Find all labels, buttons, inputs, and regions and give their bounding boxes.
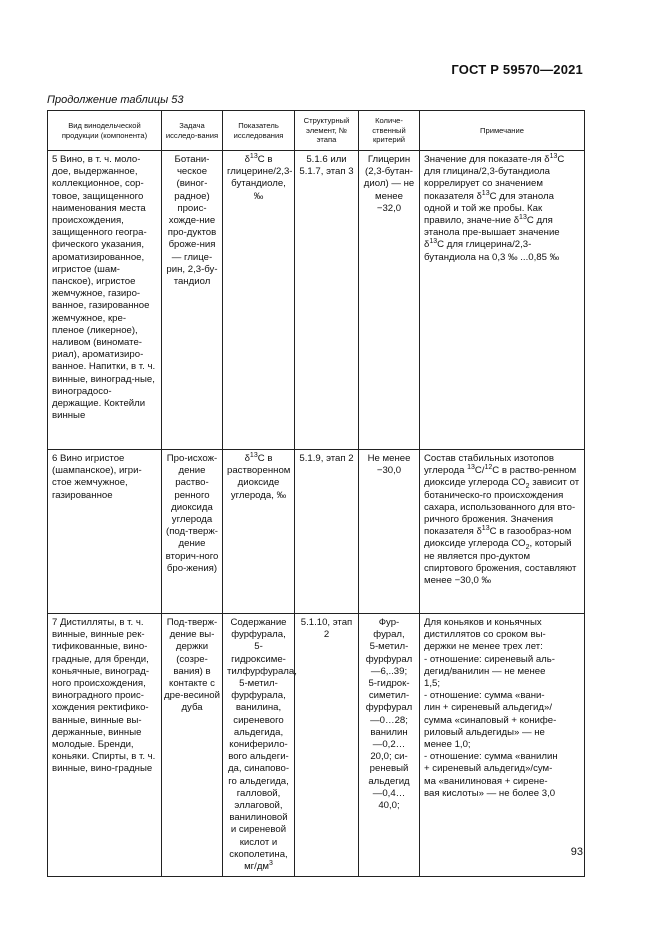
- indicator-symbol: δ: [244, 453, 250, 464]
- table-row: [48, 151, 585, 450]
- note-sup: 13: [429, 238, 438, 246]
- column-header-indicator: Показатель исследования: [223, 111, 295, 151]
- cell-element: 5.1.6 или 5.1.7, этап 3: [295, 151, 359, 450]
- cell-indicator: [223, 614, 295, 877]
- cell-task: Про-исхож-дение раство-ренного диоксида углерода (под-тверж-дение вторич-ного бро-жения): [162, 450, 223, 614]
- note-sup: 13: [519, 213, 527, 221]
- table-caption: Продолжение таблицы 53: [47, 94, 184, 106]
- cell-task: Под-тверж-дение вы-держки (созре-вания) в контакте с дре-весиной дуба: [162, 614, 223, 877]
- indicator-text: С в растворенном диоксиде углерода, ‰: [227, 453, 291, 501]
- criterion-line: 5-метил-: [369, 641, 409, 653]
- note-line: + сиреневый альдегид»/сум-: [424, 763, 553, 775]
- note-line: держки не менее трех лет:: [424, 641, 543, 653]
- criterion-line: —0,4…: [372, 787, 406, 799]
- cell-criterion: Глицерин (2,3-бутан-диол) — не менее −32,0: [359, 151, 420, 450]
- cell-element: 5.1.10, этап 2: [295, 614, 359, 877]
- note-line: вая кислоты» — не более 3,0: [424, 787, 556, 799]
- note-line: сумма «синаповый + конифе-: [424, 714, 557, 726]
- criterion-line: —0,2…: [372, 739, 406, 751]
- note-text: С/: [474, 465, 485, 477]
- indicator-symbol: δ: [244, 154, 250, 165]
- note-sub: 2: [525, 544, 530, 552]
- criterion-line: реневый: [369, 763, 409, 775]
- cell-product: 5 Вино, в т. ч. моло-дое, выдержанное, коллекционное, сор-товое, защищенного наименования места происхождения, защищенного геогра-фического указания, ароматизированное, игристое (шам-панское), игристое жемчужное, газиро-ванное, газированное жемчужное, кре-пленое (ликерное), наливом (виномате-риал), ароматизиро-ванное. Напитки, в т. ч. винные, виноград-ные, виноградосо-держащие. Коктейли винные: [48, 151, 162, 450]
- note-sup: 13: [467, 464, 475, 472]
- table-header-row: [48, 111, 585, 151]
- indicator-text: Содержание фурфурала, 5-гидроксиме-тилфурфурала, 5-метил-фурфурала, ванилина, сиреневого альдегида, кониферило-вого альдеги-да, синапово-го альдегида, галловой, эллаговой, ванилиновой и сиреневой кислот и скополетина, мг/дм: [227, 617, 297, 873]
- criterion-line: фурфурал: [365, 653, 413, 665]
- note-line: ма «ванилиновая + сирене-: [424, 775, 548, 787]
- note-text: С в раство-ренном диоксиде углерода СО: [424, 465, 577, 489]
- note-line: - отношение: сумма «вани-: [424, 690, 545, 702]
- indicator-sup: 13: [249, 152, 258, 160]
- note-line: - отношение: сиреневый аль-: [424, 653, 555, 665]
- note-line: дистиллятов со сроком вы-: [424, 629, 546, 641]
- note-sub: 2: [525, 483, 530, 491]
- criterion-line: 20,0; си-: [370, 751, 408, 763]
- note-line: риловый альдегиды» — не: [424, 726, 545, 738]
- criterion-line: ванилин: [370, 726, 408, 738]
- note-sup: 13: [481, 525, 490, 533]
- note-text: С для этанола пре-вышает значение δ: [424, 215, 560, 251]
- note-sup: 13: [549, 152, 558, 160]
- note-text: Состав стабильных изотопов углерода: [424, 453, 554, 477]
- cell-indicator: [223, 151, 295, 450]
- data-table: [47, 110, 585, 877]
- cell-task: Ботани-ческое (виног-радное) проис-хожде-ние про-дуктов броже-ния — глице-рин, 2,3-бу-тандиол: [162, 151, 223, 450]
- column-header-product: Вид винодельческой продукции (компонента): [48, 111, 162, 151]
- cell-criterion: Не менее −30,0: [359, 450, 420, 614]
- criterion-line: —0…28;: [370, 714, 408, 726]
- criterion-line: —6,..39;: [370, 665, 408, 677]
- note-text: С в газообраз-ном диоксиде углерода СО: [424, 526, 572, 550]
- column-header-task: Задача исследо-вания: [162, 111, 223, 151]
- note-text: , который не является про-дуктом спиртового брожения, составляют менее −30,0 ‰: [424, 538, 577, 587]
- criterion-line: фурал,: [373, 629, 405, 641]
- criterion-line: Фур-: [378, 617, 400, 628]
- note-line: лин + сиреневый альдегид»/: [424, 702, 552, 714]
- criterion-line: фурфурал: [365, 702, 413, 714]
- indicator-sup: 13: [249, 451, 258, 459]
- cell-element: 5.1.9, этап 2: [295, 450, 359, 614]
- note-text: С для глицина/2,3-бутандиола коррелирует со значением показателя δ: [424, 154, 565, 202]
- cell-note: [420, 614, 585, 877]
- cell-product: 7 Дистилляты, в т. ч. винные, винные рек-тификованные, вино-градные, для бренди, коньячные, виноград-ного происхождения, виноградного проис-хождения ректифико-ванные, винные вы-держанные, винные молодые. Бренди, коньяки. Спирты, в т. ч. винные, вино-градные: [48, 614, 162, 877]
- note-line: дегид/ванилин — не менее: [424, 665, 546, 677]
- note-text: С для этанола одной и той же пробы. Как правило, значе-ние δ: [424, 190, 554, 227]
- column-header-criterion: Количе-ственный критерий: [359, 111, 420, 151]
- note-line: - отношение: сумма «ванилин: [424, 751, 558, 763]
- table-row: [48, 614, 585, 877]
- indicator-unit-sup: 3: [269, 859, 273, 867]
- criterion-line: симетил-: [368, 690, 410, 702]
- column-header-note: Примечание: [420, 111, 585, 151]
- criterion-line: альдегид: [368, 775, 410, 787]
- note-sup: 13: [481, 189, 490, 197]
- criterion-line: 5-гидрок-: [368, 678, 410, 690]
- note-sup: 12: [484, 464, 493, 472]
- criterion-line: 40,0;: [378, 800, 400, 812]
- note-line: 1,5;: [424, 678, 441, 690]
- cell-note: [420, 151, 585, 450]
- note-text: Значение для показате-ля δ: [424, 154, 550, 165]
- table-row: [48, 450, 585, 614]
- column-header-element: Структурный элемент, № этапа: [295, 111, 359, 151]
- cell-note: [420, 450, 585, 614]
- page-number: 93: [570, 846, 583, 858]
- cell-indicator: [223, 450, 295, 614]
- cell-product: 6 Вино игристое (шампанское), игри-стое жемчужное, газированное: [48, 450, 162, 614]
- note-line: менее 1,0;: [424, 739, 471, 751]
- cell-criterion: [359, 614, 420, 877]
- note-text: зависит от ботаническо-го происхождения сахара, использованного для вто-ричного брожения. Значения показателя δ: [424, 477, 580, 538]
- standard-number: ГОСТ Р 59570—2021: [451, 62, 583, 77]
- note-text: С для глицерина/2,3-бутандиола на 0,3 ‰ ...0,85 ‰: [424, 239, 560, 263]
- indicator-text: С в глицерине/2,3-бутандиоле, ‰: [227, 154, 293, 202]
- note-line: Для коньяков и коньячных: [424, 617, 542, 628]
